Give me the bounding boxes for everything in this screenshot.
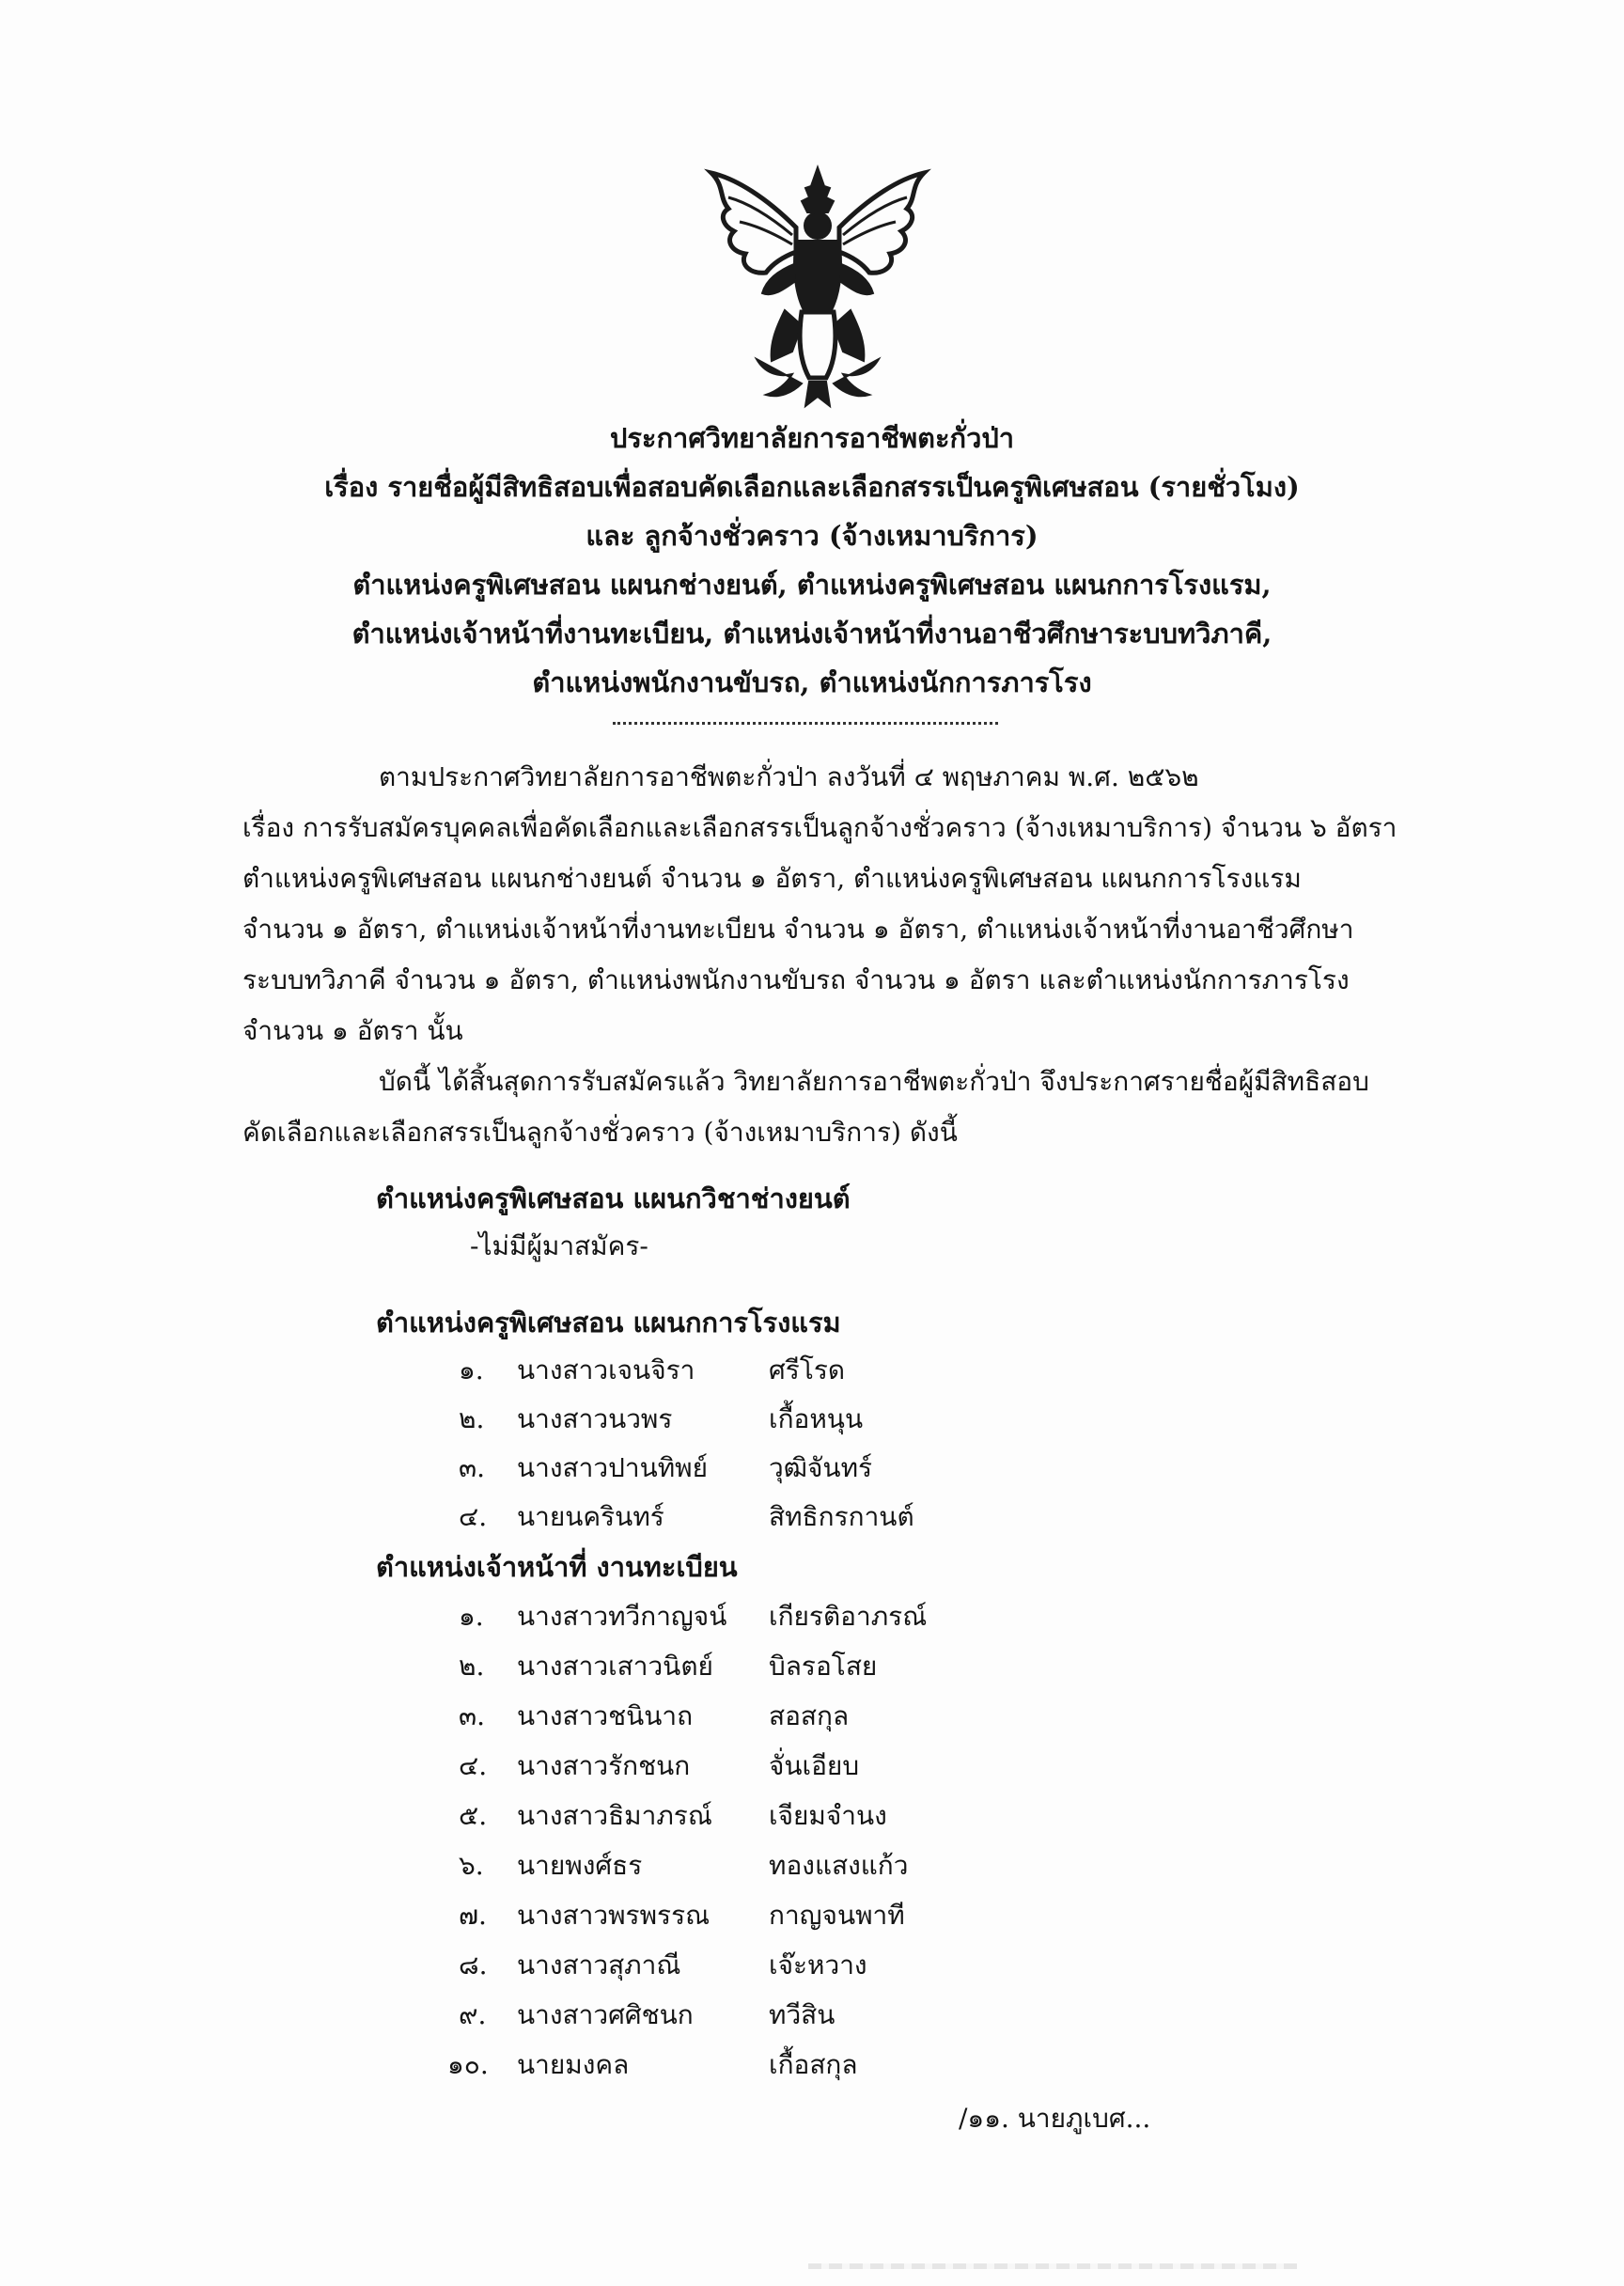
candidate-surname: ทวีสิน [769, 1999, 835, 2030]
candidate-surname: ทองแสงแก้ว [769, 1850, 909, 1881]
paragraph-1 [242, 752, 1413, 1057]
header-line-4: ตำแหน่งครูพิเศษสอน แผนกช่างยนต์, ตำแหน่งครูพิเศษสอน แผนกการโรงแรม, [352, 569, 1272, 601]
scan-artifact [808, 2263, 1297, 2269]
candidate-surname: ศรีโรด [769, 1354, 846, 1386]
section-title-registrar: ตำแหน่งเจ้าหน้าที่ งานทะเบียน [376, 1551, 738, 1583]
paragraph-1-line-6: จำนวน ๑ อัตรา นั้น [242, 1015, 463, 1046]
candidate-surname: สิทธิกรกานต์ [769, 1501, 914, 1532]
row-number: ๕. [459, 1800, 488, 1831]
paragraph-2-line-2: คัดเลือกและเลือกสรรเป็นลูกจ้างชั่วคราว (จ้างเหมาบริการ) ดังนี้ [242, 1117, 958, 1148]
row-number: ๓. [459, 1700, 486, 1731]
continuation-note: /๑๑. นายภูเบศ... [959, 2103, 1151, 2134]
candidate-surname: บิลรอโสย [769, 1651, 878, 1682]
garuda-emblem [691, 160, 945, 414]
candidate-name: นายนครินทร์ [517, 1501, 664, 1532]
candidate-name: นายมงคล [517, 2049, 630, 2080]
candidate-surname: กาญจนพาที [769, 1900, 905, 1931]
table-row [0, 1350, 1624, 1399]
paragraph-1-line-2: เรื่อง การรับสมัครบุคคลเพื่อคัดเลือกและเลือกสรรเป็นลูกจ้างชั่วคราว (จ้างเหมาบริการ) จำนวน ๖ อัตรา [242, 812, 1398, 843]
candidate-name: นางสาวรักชนก [517, 1750, 691, 1781]
paragraph-1-line-1: ตามประกาศวิทยาลัยการอาชีพตะกั่วป่า ลงวันที่ ๔ พฤษภาคม พ.ศ. ๒๕๖๒ [379, 761, 1199, 792]
candidate-name: นายพงศ์ธร [517, 1850, 643, 1881]
table-row [0, 2044, 1624, 2093]
candidate-surname: เจ๊ะหวาง [769, 1949, 867, 1981]
candidate-surname: เกื้อหนุน [769, 1403, 864, 1434]
row-number: ๓. [459, 1452, 486, 1483]
candidate-surname: เกื้อสกุล [769, 2049, 858, 2080]
row-number: ๔. [459, 1750, 488, 1781]
candidate-name: นางสาวธิมาภรณ์ [517, 1800, 712, 1831]
header-line-3: และ ลูกจ้างชั่วคราว (จ้างเหมาบริการ) [586, 520, 1038, 552]
candidate-name: นางสาวศศิชนก [517, 1999, 694, 2030]
header-line-2: เรื่อง รายชื่อผู้มีสิทธิสอบเพื่อสอบคัดเลือกและเลือกสรรเป็นครูพิเศษสอน (รายชั่วโมง) [324, 471, 1300, 503]
row-number: ๘. [459, 1949, 488, 1981]
table-row [0, 1895, 1624, 1944]
header-line-6: ตำแหน่งพนักงานขับรถ, ตำแหน่งนักการภารโรง [532, 666, 1092, 698]
row-number: ๒. [459, 1403, 485, 1434]
header-line-1: ประกาศวิทยาลัยการอาชีพตะกั่วป่า [609, 422, 1015, 454]
candidate-surname: วุฒิจันทร์ [769, 1452, 873, 1483]
no-applicants-note: -ไม่มีผู้มาสมัคร- [470, 1230, 648, 1261]
row-number: ๖. [459, 1850, 484, 1881]
row-number: ๒. [459, 1651, 485, 1682]
row-number: ๑๐. [447, 2049, 489, 2080]
candidate-name: นางสาวนวพร [517, 1403, 673, 1434]
row-number: ๔. [459, 1501, 488, 1532]
candidate-name: นางสาวเสาวนิตย์ [517, 1651, 713, 1682]
header-line-5: ตำแหน่งเจ้าหน้าที่งานทะเบียน, ตำแหน่งเจ้าหน้าที่งานอาชีวศึกษาระบบทวิภาคี, [351, 618, 1273, 650]
table-row [0, 1995, 1624, 2043]
table-row [0, 1945, 1624, 1994]
candidate-name: นางสาวชนินาถ [517, 1700, 694, 1731]
paragraph-2-line-1: บัดนี้ ได้สิ้นสุดการรับสมัครแล้ว วิทยาลัยการอาชีพตะกั่วป่า จึงประกาศรายชื่อผู้มีสิทธิสอบ [379, 1066, 1369, 1097]
candidate-name: นางสาวพรพรรณ [517, 1900, 710, 1931]
candidate-surname: สอสกุล [769, 1700, 850, 1731]
paragraph-1-line-5: ระบบทวิภาคี จำนวน ๑ อัตรา, ตำแหน่งพนักงานขับรถ จำนวน ๑ อัตรา และตำแหน่งนักการภารโรง [242, 964, 1350, 995]
table-row [0, 1845, 1624, 1894]
table-row [0, 1795, 1624, 1844]
table-row [0, 1696, 1624, 1745]
section-title-auto: ตำแหน่งครูพิเศษสอน แผนกวิชาช่างยนต์ [376, 1182, 851, 1214]
row-number: ๑. [459, 1354, 484, 1386]
candidate-surname: เกียรติอาภรณ์ [769, 1601, 928, 1632]
announcement-header [0, 414, 1624, 707]
dotted-divider [613, 722, 998, 725]
row-number: ๑. [459, 1601, 484, 1632]
candidate-name: นางสาวสุภาณี [517, 1949, 681, 1981]
paragraph-2 [242, 1057, 1413, 1158]
table-row [0, 1596, 1624, 1645]
section-title-hotel: ตำแหน่งครูพิเศษสอน แผนกการโรงแรม [376, 1307, 841, 1339]
candidate-surname: จั่นเอียบ [769, 1750, 860, 1781]
table-row [0, 1746, 1624, 1794]
candidate-name: นางสาวปานทิพย์ [517, 1452, 709, 1483]
paragraph-1-line-3: ตำแหน่งครูพิเศษสอน แผนกช่างยนต์ จำนวน ๑ อัตรา, ตำแหน่งครูพิเศษสอน แผนกการโรงแรม [242, 863, 1302, 894]
table-row [0, 1496, 1624, 1545]
candidate-surname: เจียมจำนง [769, 1800, 887, 1831]
row-number: ๗. [459, 1900, 487, 1931]
table-row [0, 1448, 1624, 1496]
table-row [0, 1399, 1624, 1448]
row-number: ๙. [459, 1999, 487, 2030]
paragraph-1-line-4: จำนวน ๑ อัตรา, ตำแหน่งเจ้าหน้าที่งานทะเบียน จำนวน ๑ อัตรา, ตำแหน่งเจ้าหน้าที่งานอาชีวศึกษา [242, 914, 1354, 945]
candidate-name: นางสาวเจนจิรา [517, 1354, 695, 1386]
candidate-name: นางสาวทวีกาญจน์ [517, 1601, 727, 1632]
table-row [0, 1646, 1624, 1695]
